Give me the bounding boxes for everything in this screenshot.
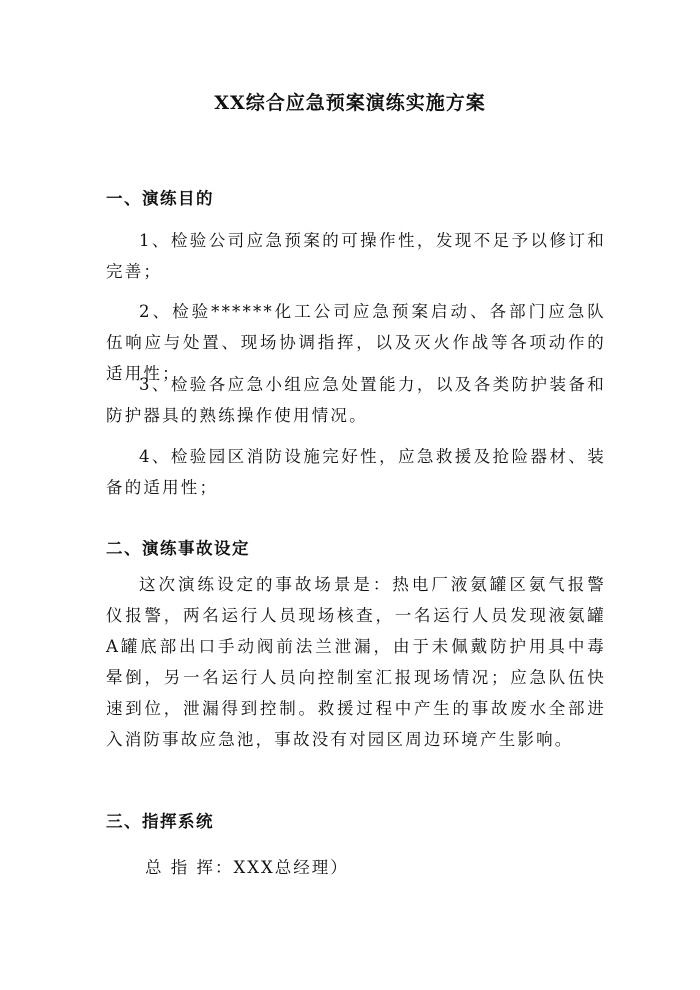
section-heading-drill-purpose: 一、演练目的 <box>106 189 214 208</box>
commander-line: 总 指 挥：XXX总经理） <box>145 858 349 877</box>
scenario-paragraph: 这次演练设定的事故场景是：热电厂液氨罐区氨气报警仪报警，两名运行人员现场核查，一名运行人员发现液氨罐A罐底部出口手动阀前法兰泄漏，由于未佩戴防护用具中毒晕倒，另一名运行人员向控制室汇报现场情况；应急队伍快速到位，泄漏得到控制。救援过程中产生的事故废水全部进入消防事故应急池，事故没有对园区周边环境产生影响。 <box>106 575 606 749</box>
purpose-paragraph-3: 3、检验各应急小组应急处置能力，以及各类防护装备和防护器具的熟练操作使用情况。 <box>106 375 606 425</box>
purpose-paragraph-1: 1、检验公司应急预案的可操作性，发现不足予以修订和完善； <box>106 231 606 281</box>
document-title: XX综合应急预案演练实施方案 <box>214 92 486 114</box>
purpose-paragraph-2: 2、检验******化工公司应急预案启动、各部门应急队伍响应与处置、现场协调指挥，以及灭火作战等各项动作的适用性； <box>106 302 606 383</box>
section-heading-accident-scenario: 二、演练事故设定 <box>106 539 250 558</box>
section-heading-command-system: 三、指挥系统 <box>106 812 214 831</box>
purpose-paragraph-4: 4、检验园区消防设施完好性，应急救援及抢险器材、装备的适用性； <box>106 447 606 497</box>
